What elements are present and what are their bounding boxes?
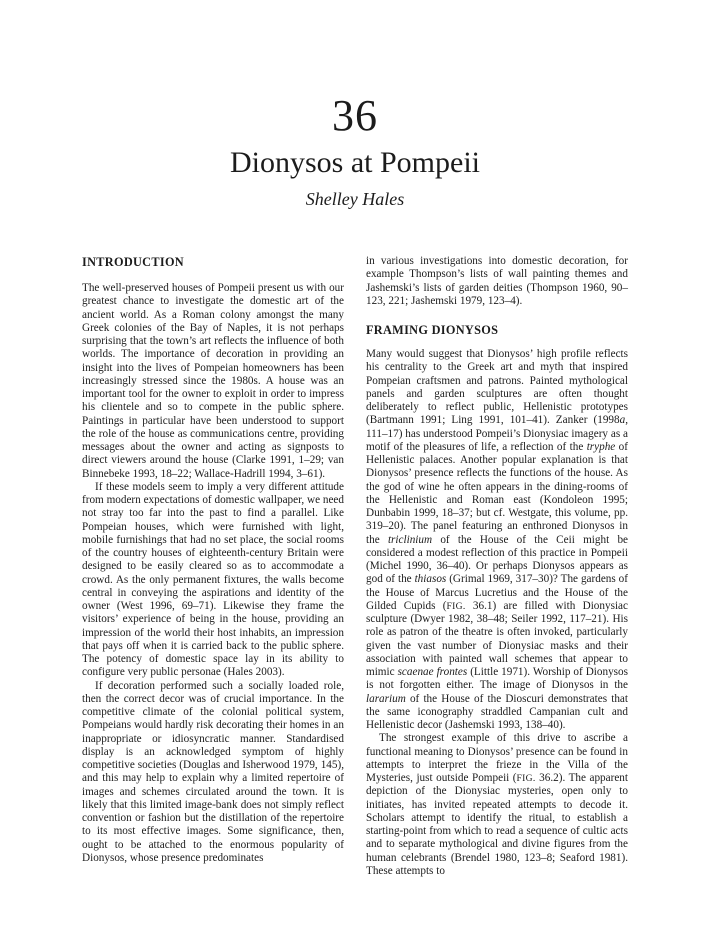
body-paragraph: Many would suggest that Dionysos’ high profile reflects his centrality to the Greek art and myth that inspired Pompeian craftsmen and patrons. Painted mythological panels and garden sculptures are often thought deliberately to reflect public, Hellenistic prototypes (Bartmann 1991; Ling 1991, 101–41). Zanker (1998a, 111–17) has understood Pompeii’s Dionysiac imagery as a motif of the pleasures of life, a reflection of the tryphe of Hellenistic palaces. Another popular explanation is that Dionysos’ presence reflects the functions of the house. As the god of wine he often appears in the dining-rooms of the Hellenistic and Roman east (Kondoleon 1995; Dunbabin 1999, 18–37; but cf. Westgate, this volume, pp. 319–20). The panel featuring an enthroned Dionysos in the triclinium of the House of the Ceii might be considered a modest reflection of this practice in Pompeii (Michel 1990, 36–40). Or perhaps Dionysos appears as god of the thiasos (Grimal 1969, 317–30)? The gardens of the House of Marcus Lucretius and the House of the Gilded Cupids (FIG. 36.1) are filled with Dionysiac sculpture (Dwyer 1982, 38–48; Seiler 1992, 117–21). His role as patron of the theatre is often invoked, particularly given the vast number of Dionysiac masks and their association with painted wall schemes that appear to mimic scaenae frontes (Little 1971). Worship of Dionysos is not forgotten either. The image of Dionysos in the lararium of the House of the Dioscuri demonstrates that the same iconography straddled Campanian cult and Hellenistic decor (Jashemski 1993, 138–40). [366,348,629,731]
right-column [366,255,628,878]
body-paragraph: If decoration performed such a socially loaded role, then the correct decor was of crucial importance. In the competitive climate of the colonial political system, Pompeians would hardly risk decorating their homes in an inappropriate or idiosyncratic manner. Standardised display is an acknowledged symptom of highly competitive societies (Douglas and Isherwood 1979, 145), and this may help to explain why a limited repertoire of images and schemes circulated around the town. It is likely that this limited image-bank does not simply reflect convention or fashion but the distillation of the repertoire to its most effective images. Some significance, then, ought to be attached to the enormous popularity of Dionysos, whose presence predominates [82,679,344,864]
body-paragraph: The well-preserved houses of Pompeii present us with our greatest chance to investigate the domestic art of the ancient world. As a Roman colony amongst the many Greek colonies of the Bay of Naples, it is not perhaps surprising that the town’s art reflects the influence of both worlds. The importance of decoration in providing an insight into the lives of Pompeian homeowners has been increasingly stressed since the 1980s. A house was an important tool for the owner to exploit in order to impress his clientele and so to compete in the public sphere. Paintings in particular have been understood to support the role of the house as communications centre, providing messages about the owner and acting as signposts to direct viewers around the house (Clarke 1991, 1–29; van Binnebeke 1993, 18–22; Wallace-Hadrill 1994, 3–61). [82,282,344,480]
body-paragraph: The strongest example of this drive to ascribe a functional meaning to Dionysos’ presence can be found in attempts to interpret the frieze in the Villa of the Mysteries, just outside Pompeii (FIG. 36.2). The apparent depiction of the Dionysiac mysteries, open only to initiates, has invited repeated attempts to decode it. Scholars attempt to identify the ritual, to establish a starting-point from which to read a sequence of cultic acts and to separate mythological and divine figures from the human celebrants (Brendel 1980, 123–8; Seaford 1981). These attempts to [366,732,628,877]
chapter-number: 36 [332,91,378,140]
body-paragraph: If these models seem to imply a very different attitude from modern expectations of domestic wallpaper, we need not stray too far into the past to find a parallel. Like Pompeian houses, which were furnished with light, mobile furnishings that had no set place, the social rooms of the country houses of eighteenth-century Britain were designed to be easily cleared so as to accommodate a crowd. As the only permanent fixtures, the walls become central in conveying the aspirations and identity of the owner (West 1996, 69–71). Likewise they frame the visitors’ experience of being in the house, providing an impression of the world their host inhabits, an impression that pays off when it is carried back to the public sphere. The potency of domestic space lay in its ability to configure very public personae (Hales 2003). [82,480,344,679]
section-heading-framing-dionysos: FRAMING DIONYSOS [366,323,499,337]
body-paragraph: in various investigations into domestic decoration, for example Thompson’s lists of wall painting themes and Jashemski’s lists of garden deities (Thompson 1960, 90–123, 221; Jashemski 1979, 123–4). [366,255,628,307]
chapter-author: Shelley Hales [305,189,405,209]
text-columns [82,255,628,878]
section-heading-introduction: INTRODUCTION [82,255,184,269]
left-column [82,255,344,878]
chapter-title: Dionysos at Pompeii [229,146,480,179]
